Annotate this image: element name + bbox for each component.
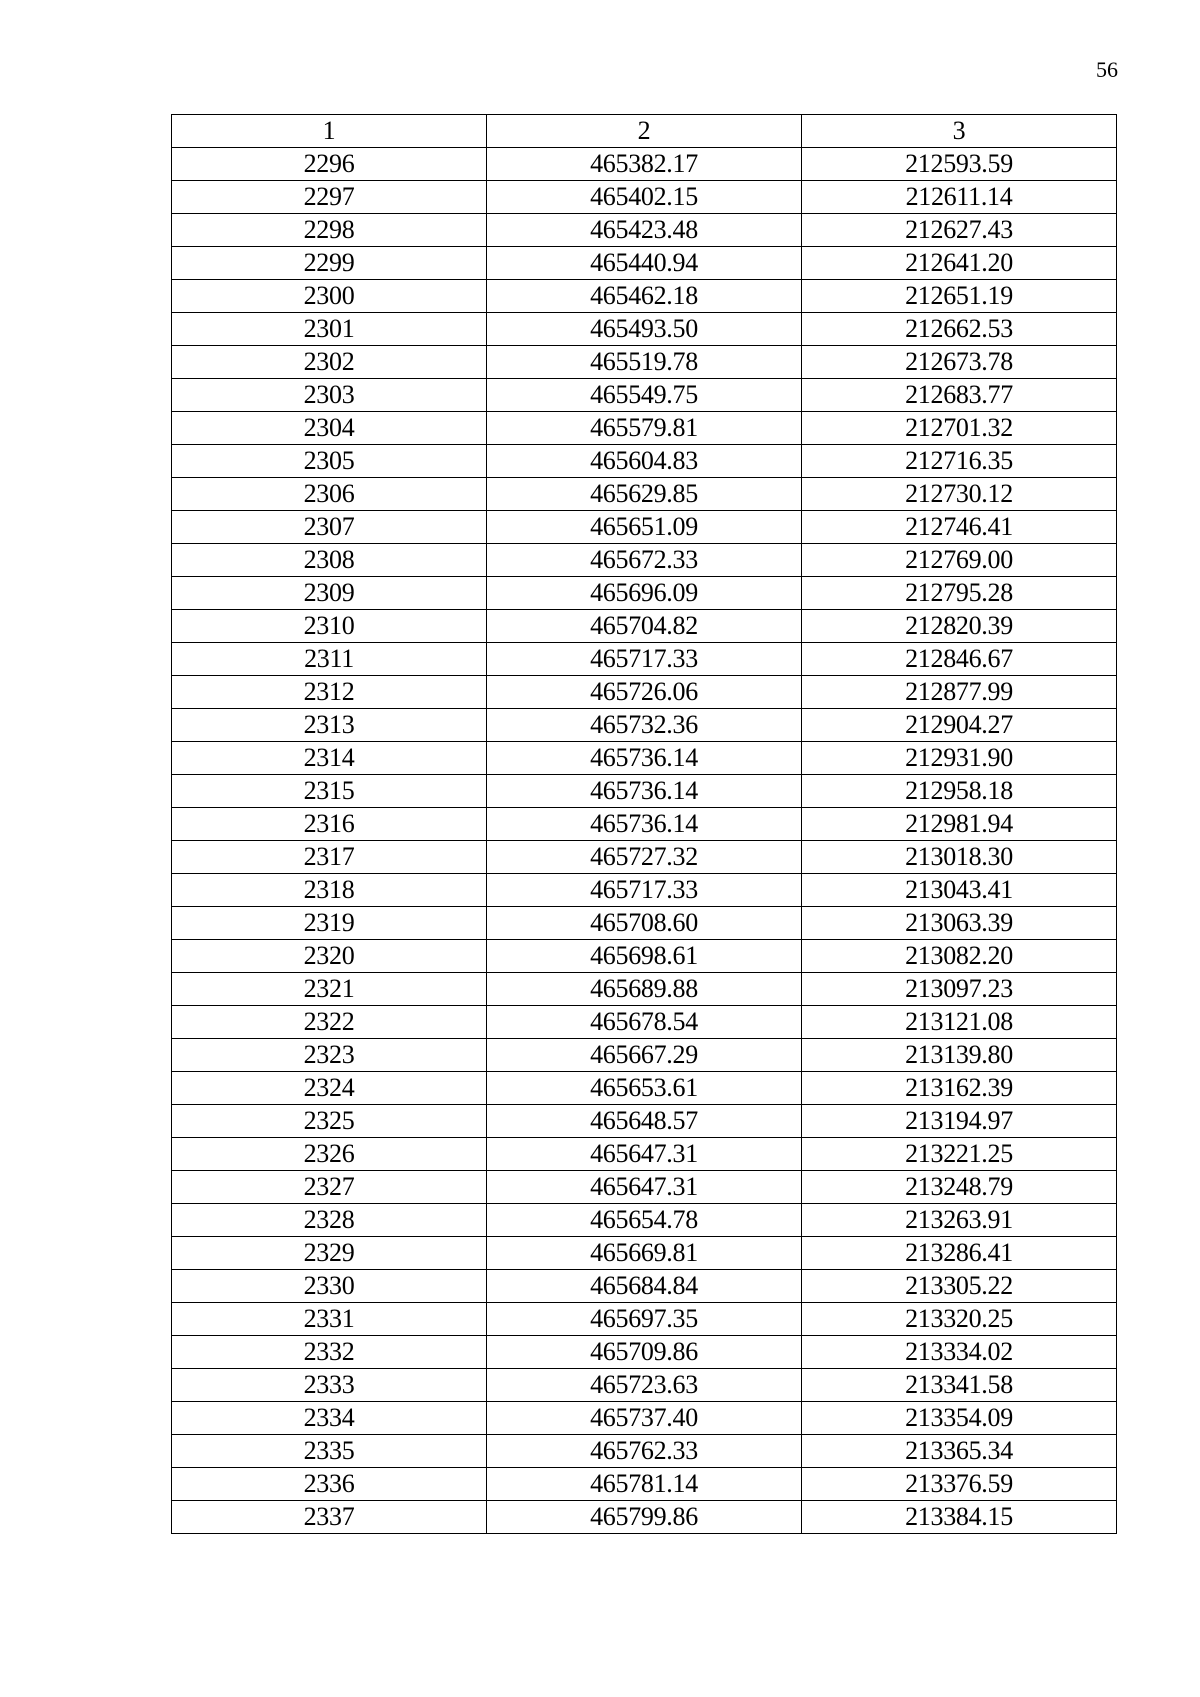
y-coordinate-cell: 213043.41 — [802, 874, 1117, 907]
table-row — [172, 808, 1117, 841]
x-coordinate-cell: 465647.31 — [487, 1138, 802, 1171]
x-coordinate-cell: 465717.33 — [487, 874, 802, 907]
y-coordinate-cell: 212904.27 — [802, 709, 1117, 742]
y-coordinate-cell: 212877.99 — [802, 676, 1117, 709]
x-coordinate-cell: 465737.40 — [487, 1402, 802, 1435]
y-coordinate-cell: 212627.43 — [802, 214, 1117, 247]
table-row — [172, 775, 1117, 808]
table-row — [172, 1336, 1117, 1369]
point-number-cell: 2306 — [172, 478, 487, 511]
table-row — [172, 874, 1117, 907]
table-row — [172, 280, 1117, 313]
x-coordinate-cell: 465402.15 — [487, 181, 802, 214]
y-coordinate-cell: 212730.12 — [802, 478, 1117, 511]
page-number: 56 — [1096, 57, 1118, 82]
y-coordinate-cell: 213320.25 — [802, 1303, 1117, 1336]
table-row — [172, 1468, 1117, 1501]
point-number-cell: 2331 — [172, 1303, 487, 1336]
point-number-cell: 2313 — [172, 709, 487, 742]
table-row — [172, 676, 1117, 709]
column-header-3: 3 — [802, 115, 1117, 148]
point-number-cell: 2319 — [172, 907, 487, 940]
point-number-cell: 2323 — [172, 1039, 487, 1072]
x-coordinate-cell: 465519.78 — [487, 346, 802, 379]
point-number-cell: 2297 — [172, 181, 487, 214]
point-number-cell: 2317 — [172, 841, 487, 874]
table-row — [172, 742, 1117, 775]
y-coordinate-cell: 212820.39 — [802, 610, 1117, 643]
y-coordinate-cell: 213365.34 — [802, 1435, 1117, 1468]
point-number-cell: 2310 — [172, 610, 487, 643]
point-number-cell: 2328 — [172, 1204, 487, 1237]
x-coordinate-cell: 465678.54 — [487, 1006, 802, 1039]
table-row — [172, 940, 1117, 973]
y-coordinate-cell: 212769.00 — [802, 544, 1117, 577]
point-number-cell: 2299 — [172, 247, 487, 280]
y-coordinate-cell: 213248.79 — [802, 1171, 1117, 1204]
y-coordinate-cell: 212611.14 — [802, 181, 1117, 214]
x-coordinate-cell: 465736.14 — [487, 742, 802, 775]
y-coordinate-cell: 212746.41 — [802, 511, 1117, 544]
y-coordinate-cell: 212931.90 — [802, 742, 1117, 775]
table-row — [172, 907, 1117, 940]
x-coordinate-cell: 465698.61 — [487, 940, 802, 973]
point-number-cell: 2296 — [172, 148, 487, 181]
table-row — [172, 577, 1117, 610]
table-row — [172, 610, 1117, 643]
table-row — [172, 643, 1117, 676]
coordinates-table — [171, 114, 1117, 1534]
point-number-cell: 2330 — [172, 1270, 487, 1303]
x-coordinate-cell: 465696.09 — [487, 577, 802, 610]
table-row — [172, 1435, 1117, 1468]
x-coordinate-cell: 465684.84 — [487, 1270, 802, 1303]
table-row — [172, 1303, 1117, 1336]
y-coordinate-cell: 213194.97 — [802, 1105, 1117, 1138]
table-row — [172, 1138, 1117, 1171]
y-coordinate-cell: 213221.25 — [802, 1138, 1117, 1171]
x-coordinate-cell: 465723.63 — [487, 1369, 802, 1402]
x-coordinate-cell: 465799.86 — [487, 1501, 802, 1534]
point-number-cell: 2302 — [172, 346, 487, 379]
x-coordinate-cell: 465669.81 — [487, 1237, 802, 1270]
y-coordinate-cell: 212673.78 — [802, 346, 1117, 379]
x-coordinate-cell: 465604.83 — [487, 445, 802, 478]
x-coordinate-cell: 465653.61 — [487, 1072, 802, 1105]
point-number-cell: 2333 — [172, 1369, 487, 1402]
x-coordinate-cell: 465423.48 — [487, 214, 802, 247]
point-number-cell: 2315 — [172, 775, 487, 808]
x-coordinate-cell: 465648.57 — [487, 1105, 802, 1138]
point-number-cell: 2322 — [172, 1006, 487, 1039]
y-coordinate-cell: 213162.39 — [802, 1072, 1117, 1105]
y-coordinate-cell: 213286.41 — [802, 1237, 1117, 1270]
point-number-cell: 2327 — [172, 1171, 487, 1204]
y-coordinate-cell: 212641.20 — [802, 247, 1117, 280]
point-number-cell: 2332 — [172, 1336, 487, 1369]
x-coordinate-cell: 465549.75 — [487, 379, 802, 412]
x-coordinate-cell: 465781.14 — [487, 1468, 802, 1501]
table-row — [172, 478, 1117, 511]
table-row — [172, 313, 1117, 346]
point-number-cell: 2325 — [172, 1105, 487, 1138]
point-number-cell: 2335 — [172, 1435, 487, 1468]
point-number-cell: 2307 — [172, 511, 487, 544]
point-number-cell: 2320 — [172, 940, 487, 973]
point-number-cell: 2326 — [172, 1138, 487, 1171]
x-coordinate-cell: 465736.14 — [487, 775, 802, 808]
y-coordinate-cell: 213082.20 — [802, 940, 1117, 973]
table-row — [172, 412, 1117, 445]
table-row — [172, 1270, 1117, 1303]
table-row — [172, 1501, 1117, 1534]
point-number-cell: 2309 — [172, 577, 487, 610]
table-row — [172, 247, 1117, 280]
point-number-cell: 2324 — [172, 1072, 487, 1105]
y-coordinate-cell: 213263.91 — [802, 1204, 1117, 1237]
x-coordinate-cell: 465726.06 — [487, 676, 802, 709]
table-row — [172, 1039, 1117, 1072]
point-number-cell: 2312 — [172, 676, 487, 709]
table-row — [172, 1006, 1117, 1039]
table-row — [172, 1204, 1117, 1237]
x-coordinate-cell: 465709.86 — [487, 1336, 802, 1369]
y-coordinate-cell: 213139.80 — [802, 1039, 1117, 1072]
x-coordinate-cell: 465647.31 — [487, 1171, 802, 1204]
table-row — [172, 1171, 1117, 1204]
point-number-cell: 2334 — [172, 1402, 487, 1435]
point-number-cell: 2301 — [172, 313, 487, 346]
y-coordinate-cell: 213063.39 — [802, 907, 1117, 940]
point-number-cell: 2329 — [172, 1237, 487, 1270]
x-coordinate-cell: 465382.17 — [487, 148, 802, 181]
x-coordinate-cell: 465736.14 — [487, 808, 802, 841]
table-row — [172, 1105, 1117, 1138]
point-number-cell: 2321 — [172, 973, 487, 1006]
table-row — [172, 181, 1117, 214]
table-row — [172, 346, 1117, 379]
table-row — [172, 511, 1117, 544]
y-coordinate-cell: 213305.22 — [802, 1270, 1117, 1303]
column-header-2: 2 — [487, 115, 802, 148]
y-coordinate-cell: 212846.67 — [802, 643, 1117, 676]
point-number-cell: 2300 — [172, 280, 487, 313]
y-coordinate-cell: 213376.59 — [802, 1468, 1117, 1501]
coordinates-table-body — [172, 115, 1117, 1534]
y-coordinate-cell: 212662.53 — [802, 313, 1117, 346]
x-coordinate-cell: 465689.88 — [487, 973, 802, 1006]
y-coordinate-cell: 213018.30 — [802, 841, 1117, 874]
x-coordinate-cell: 465667.29 — [487, 1039, 802, 1072]
point-number-cell: 2336 — [172, 1468, 487, 1501]
point-number-cell: 2318 — [172, 874, 487, 907]
table-row — [172, 1402, 1117, 1435]
x-coordinate-cell: 465708.60 — [487, 907, 802, 940]
x-coordinate-cell: 465440.94 — [487, 247, 802, 280]
x-coordinate-cell: 465654.78 — [487, 1204, 802, 1237]
point-number-cell: 2308 — [172, 544, 487, 577]
y-coordinate-cell: 212795.28 — [802, 577, 1117, 610]
point-number-cell: 2316 — [172, 808, 487, 841]
x-coordinate-cell: 465493.50 — [487, 313, 802, 346]
y-coordinate-cell: 212716.35 — [802, 445, 1117, 478]
point-number-cell: 2304 — [172, 412, 487, 445]
x-coordinate-cell: 465732.36 — [487, 709, 802, 742]
y-coordinate-cell: 212701.32 — [802, 412, 1117, 445]
x-coordinate-cell: 465727.32 — [487, 841, 802, 874]
table-row — [172, 544, 1117, 577]
y-coordinate-cell: 213097.23 — [802, 973, 1117, 1006]
y-coordinate-cell: 213354.09 — [802, 1402, 1117, 1435]
point-number-cell: 2337 — [172, 1501, 487, 1534]
table-row — [172, 973, 1117, 1006]
x-coordinate-cell: 465579.81 — [487, 412, 802, 445]
x-coordinate-cell: 465717.33 — [487, 643, 802, 676]
table-row — [172, 379, 1117, 412]
x-coordinate-cell: 465762.33 — [487, 1435, 802, 1468]
x-coordinate-cell: 465697.35 — [487, 1303, 802, 1336]
x-coordinate-cell: 465704.82 — [487, 610, 802, 643]
x-coordinate-cell: 465651.09 — [487, 511, 802, 544]
y-coordinate-cell: 212593.59 — [802, 148, 1117, 181]
point-number-cell: 2314 — [172, 742, 487, 775]
y-coordinate-cell: 212683.77 — [802, 379, 1117, 412]
table-row — [172, 445, 1117, 478]
column-header-1: 1 — [172, 115, 487, 148]
table-row — [172, 1369, 1117, 1402]
point-number-cell: 2305 — [172, 445, 487, 478]
y-coordinate-cell: 213341.58 — [802, 1369, 1117, 1402]
point-number-cell: 2303 — [172, 379, 487, 412]
table-row — [172, 1072, 1117, 1105]
table-header-row — [172, 115, 1117, 148]
y-coordinate-cell: 213334.02 — [802, 1336, 1117, 1369]
table-row — [172, 1237, 1117, 1270]
y-coordinate-cell: 213384.15 — [802, 1501, 1117, 1534]
x-coordinate-cell: 465629.85 — [487, 478, 802, 511]
table-row — [172, 148, 1117, 181]
x-coordinate-cell: 465672.33 — [487, 544, 802, 577]
table-row — [172, 214, 1117, 247]
table-row — [172, 709, 1117, 742]
y-coordinate-cell: 212958.18 — [802, 775, 1117, 808]
y-coordinate-cell: 213121.08 — [802, 1006, 1117, 1039]
y-coordinate-cell: 212981.94 — [802, 808, 1117, 841]
x-coordinate-cell: 465462.18 — [487, 280, 802, 313]
point-number-cell: 2298 — [172, 214, 487, 247]
table-row — [172, 841, 1117, 874]
y-coordinate-cell: 212651.19 — [802, 280, 1117, 313]
point-number-cell: 2311 — [172, 643, 487, 676]
